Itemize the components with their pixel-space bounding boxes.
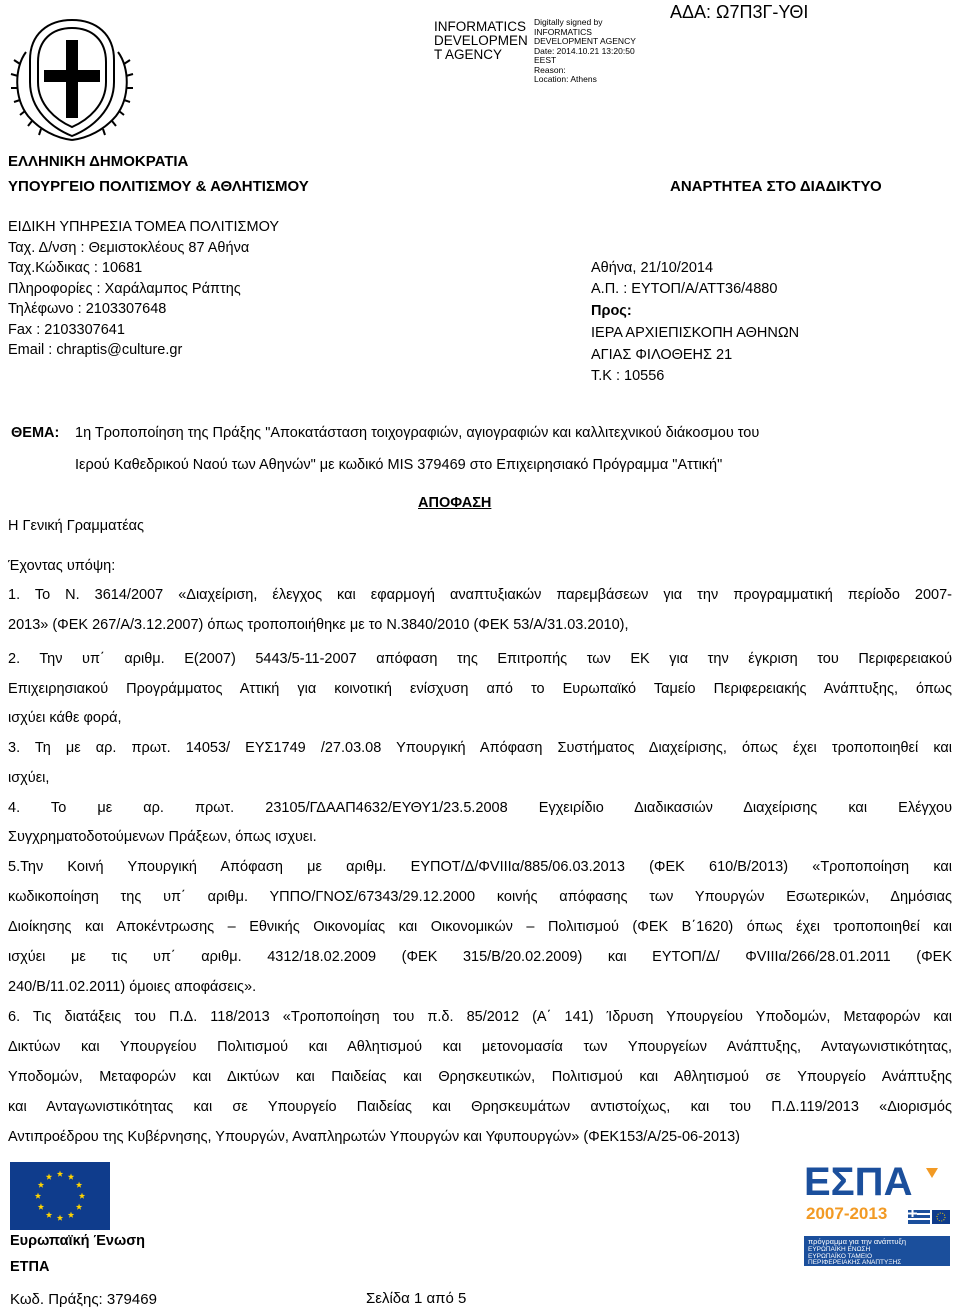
body-line: 1. Το Ν. 3614/2007 «Διαχείριση, έλεγχος και εφαρμογή αναπτυξιακών παρεμβάσεων για την προγραμματική περίοδο 2007- <box>8 587 952 603</box>
body-line: 2013» (ΦΕΚ 267/Α/3.12.2007) όπως τροποποιήθηκε με το Ν.3840/2010 (ΦΕΚ 53/Α/31.03.2010), <box>8 617 629 633</box>
sender-email: Email : chraptis@culture.gr <box>8 342 183 358</box>
signature-detail: DEVELOPMENT AGENCY <box>534 36 636 46</box>
espa-tagline: ΕΥΡΩΠΑΪΚΟ ΤΑΜΕΙΟ <box>808 1253 873 1260</box>
body-line: 6. Τις διατάξεις του Π.Δ. 118/2013 «Τροποποίηση του π.δ. 85/2012 (Α΄ 141) Ίδρυση Υπουργείου Υποδομών, Μεταφορών και <box>8 1009 952 1025</box>
signature-detail: Digitally signed by <box>534 17 603 27</box>
sender-line: Ταχ.Κώδικας : 10681 <box>8 260 143 276</box>
body-line: ισχύει κάθε φορά, <box>8 710 122 726</box>
recipient-line: ΙΕΡΑ ΑΡΧΙΕΠΙΣΚΟΠΗ ΑΘΗΝΩΝ <box>591 325 800 341</box>
sender-line: Τηλέφωνο : 2103307648 <box>8 301 167 317</box>
ministry-title: ΥΠΟΥΡΓΕΙΟ ΠΟΛΙΤΙΣΜΟΥ & ΑΘΛΗΤΙΣΜΟΥ <box>8 178 309 195</box>
espa-fund-label: ΕΤΠΑ <box>10 1259 50 1275</box>
ada-code: ΑΔΑ: Ω7Π3Γ-ΥΘΙ <box>670 2 809 22</box>
body-line: 2. Την υπ΄ αριθμ. Ε(2007) 5443/5-11-2007 απόφαση της Επιτροπής των ΕΚ για την έγκριση του Περιφερειακού <box>8 651 952 667</box>
espa-tagline: πρόγραμμα για την ανάπτυξη <box>808 1237 907 1246</box>
sender-line: ΕΙΔΙΚΗ ΥΠΗΡΕΣΙΑ ΤΟΜΕΑ ΠΟΛΙΤΙΣΜΟΥ <box>8 219 280 235</box>
decision-title: ΑΠΟΦΑΣΗ <box>418 495 492 511</box>
recipient-line: ΑΓΙΑΣ ΦΙΛΟΘΕΗΣ 21 <box>591 347 733 363</box>
document-date: Αθήνα, 21/10/2014 <box>591 260 714 276</box>
signature-detail: INFORMATICS <box>534 26 592 37</box>
author-title: Η Γενική Γραμματέας <box>8 518 145 534</box>
body-line: Συγχρηματοδοτούμενων Πράξεων, όπως ισχυει. <box>8 829 317 845</box>
sender-line: Fax : 2103307641 <box>8 321 125 338</box>
body-line: ισχύει, <box>8 770 50 786</box>
page-number: Σελίδα 1 από 5 <box>366 1290 467 1307</box>
intro-text: Έχοντας υπόψη: <box>8 558 116 574</box>
signature-detail: Date: 2014.10.21 13:20:50 <box>534 45 635 56</box>
eu-flag-icon <box>10 1162 110 1230</box>
signature-agency-line: DEVELOPMEN <box>434 33 528 48</box>
recipient-label: Προς: <box>591 303 632 319</box>
republic-title: ΕΛΛΗΝΙΚΗ ΔΗΜΟΚΡΑΤΙΑ <box>8 153 189 170</box>
eu-label: Ευρωπαϊκή Ένωση <box>10 1233 145 1249</box>
subject-label: ΘΕΜΑ: <box>11 425 60 441</box>
body-line: 3. Τη με αρ. πρωτ. 14053/ ΕΥΣ1749 /27.03.08 Υπουργική Απόφαση Συστήματος Διαχείρισης, όπως έχει τροποποιηθεί και <box>8 740 952 756</box>
signature-agency <box>434 20 528 62</box>
signature-agency-line: INFORMATICS <box>434 19 526 34</box>
signature-detail: Location: Athens <box>534 74 597 84</box>
sender-block <box>8 218 279 362</box>
body-line: Διοίκησης και Αποκέντρωσης – Εθνικής Οικονομίας και Οικονομικών – Πολιτισμού (ΦΕΚ Β΄1620) όπως έχει τροποποιηθεί και <box>8 919 952 935</box>
body-line: Αντιπροέδρου της Κυβέρνησης, Υπουργών, Αναπληρωτών Υπουργών και Υφυπουργών» (ΦΕΚ153/Α/25-06-2013) <box>8 1129 740 1145</box>
body-line: Υποδομών, Μεταφορών και Δικτύων και Παιδείας και Θρησκευτικών, Πολιτισμού και Αθλητισμού σε Υπουργείο Ανάπτυξης <box>8 1069 952 1085</box>
espa-tagline: ΕΥΡΩΠΑΪΚΗ ΕΝΩΣΗ <box>808 1246 871 1253</box>
signature-detail: EEST <box>534 55 557 65</box>
espa-logo <box>800 1160 954 1272</box>
body-line: 240/Β/11.02.2011) όμοιες αποφάσεις». <box>8 979 257 995</box>
protocol-number: Α.Π. : ΕΥΤΟΠ/Α/ΑΤΤ36/4880 <box>591 281 778 297</box>
body-line: Επιχειρησιακού Προγράμματος Αττική για κοινοτική ενίσχυση από το Ευρωπαϊκό Ταμείο Περιφερειακής Ανάπτυξης, όπως <box>8 681 952 697</box>
project-code: Κωδ. Πράξης: 379469 <box>10 1291 157 1308</box>
body-line: και Ανταγωνιστικότητας και σε Υπουργείο Παιδείας και Θρησκευμάτων αντιστοίχως, και του Π.Δ.119/2013 «Διορισμός <box>8 1099 952 1115</box>
body-line: κωδικοποίηση της υπ΄ αριθμ. ΥΠΠΟ/ΓΝΟΣ/67343/29.12.2000 κοινής απόφασης των Υπουργών Εσωτερικών, Δημόσιας <box>8 889 952 905</box>
espa-years: 2007-2013 <box>806 1204 888 1223</box>
body-line: Δικτύων και Υπουργείου Πολιτισμού και Αθλητισμού και μετονομασία των Υπουργείων Ανάπτυξης, Ανταγωνιστικότητας, <box>8 1039 952 1055</box>
body-line: 4. Το με αρ. πρωτ. 23105/ΓΔΑΑΠ4632/ΕΥΘΥ1/23.5.2008 Εγχειρίδιο Διαδικασιών Διαχείρισης και Ελέγχου <box>8 800 952 816</box>
publish-notice: ΑΝΑΡΤΗΤΕΑ ΣΤΟ ΔΙΑΔΙΚΤΥΟ <box>670 178 882 195</box>
greek-coat-of-arms-icon <box>8 12 136 144</box>
signature-detail: Reason: <box>534 64 566 75</box>
espa-tagline: ΠΕΡΙΦΕΡΕΙΑΚΗΣ ΑΝΑΠΤΥΞΗΣ <box>808 1259 902 1266</box>
body-line: ισχύει με τις υπ΄ αριθμ. 4312/18.02.2009 (ΦΕΚ 315/Β/20.02.2009) και ΕΥΤΟΠ/Δ/ ΦVIIIα/266/28.01.2011 (ΦΕΚ <box>8 949 952 965</box>
sender-line: Ταχ. Δ/νση : Θεμιστοκλέους 87 Αθήνα <box>8 239 250 256</box>
subject-line: 1η Τροποποίηση της Πράξης "Αποκατάσταση τοιχογραφιών, αγιογραφιών και καλλιτεχνικού διάκοσμου του <box>75 425 760 441</box>
subject-line: Ιερού Καθεδρικού Ναού των Αθηνών" με κωδικό MIS 379469 στο Επιχειρησιακό Πρόγραμμα "Αττική" <box>75 457 723 473</box>
body-line: 5.Την Κοινή Υπουργική Απόφαση με αριθμ. ΕΥΠΟΤ/Δ/ΦVIIIα/885/06.03.2013 (ΦΕΚ 610/Β/2013) «Τροποποίηση και <box>8 859 952 875</box>
espa-brand: ΕΣΠΑ <box>804 1160 913 1204</box>
signature-agency-line: T AGENCY <box>434 47 503 62</box>
sender-line: Πληροφορίες : Χαράλαμπος Ράπτης <box>8 280 241 297</box>
signature-details <box>534 18 636 85</box>
recipient-postcode: Τ.Κ : 10556 <box>591 368 665 384</box>
